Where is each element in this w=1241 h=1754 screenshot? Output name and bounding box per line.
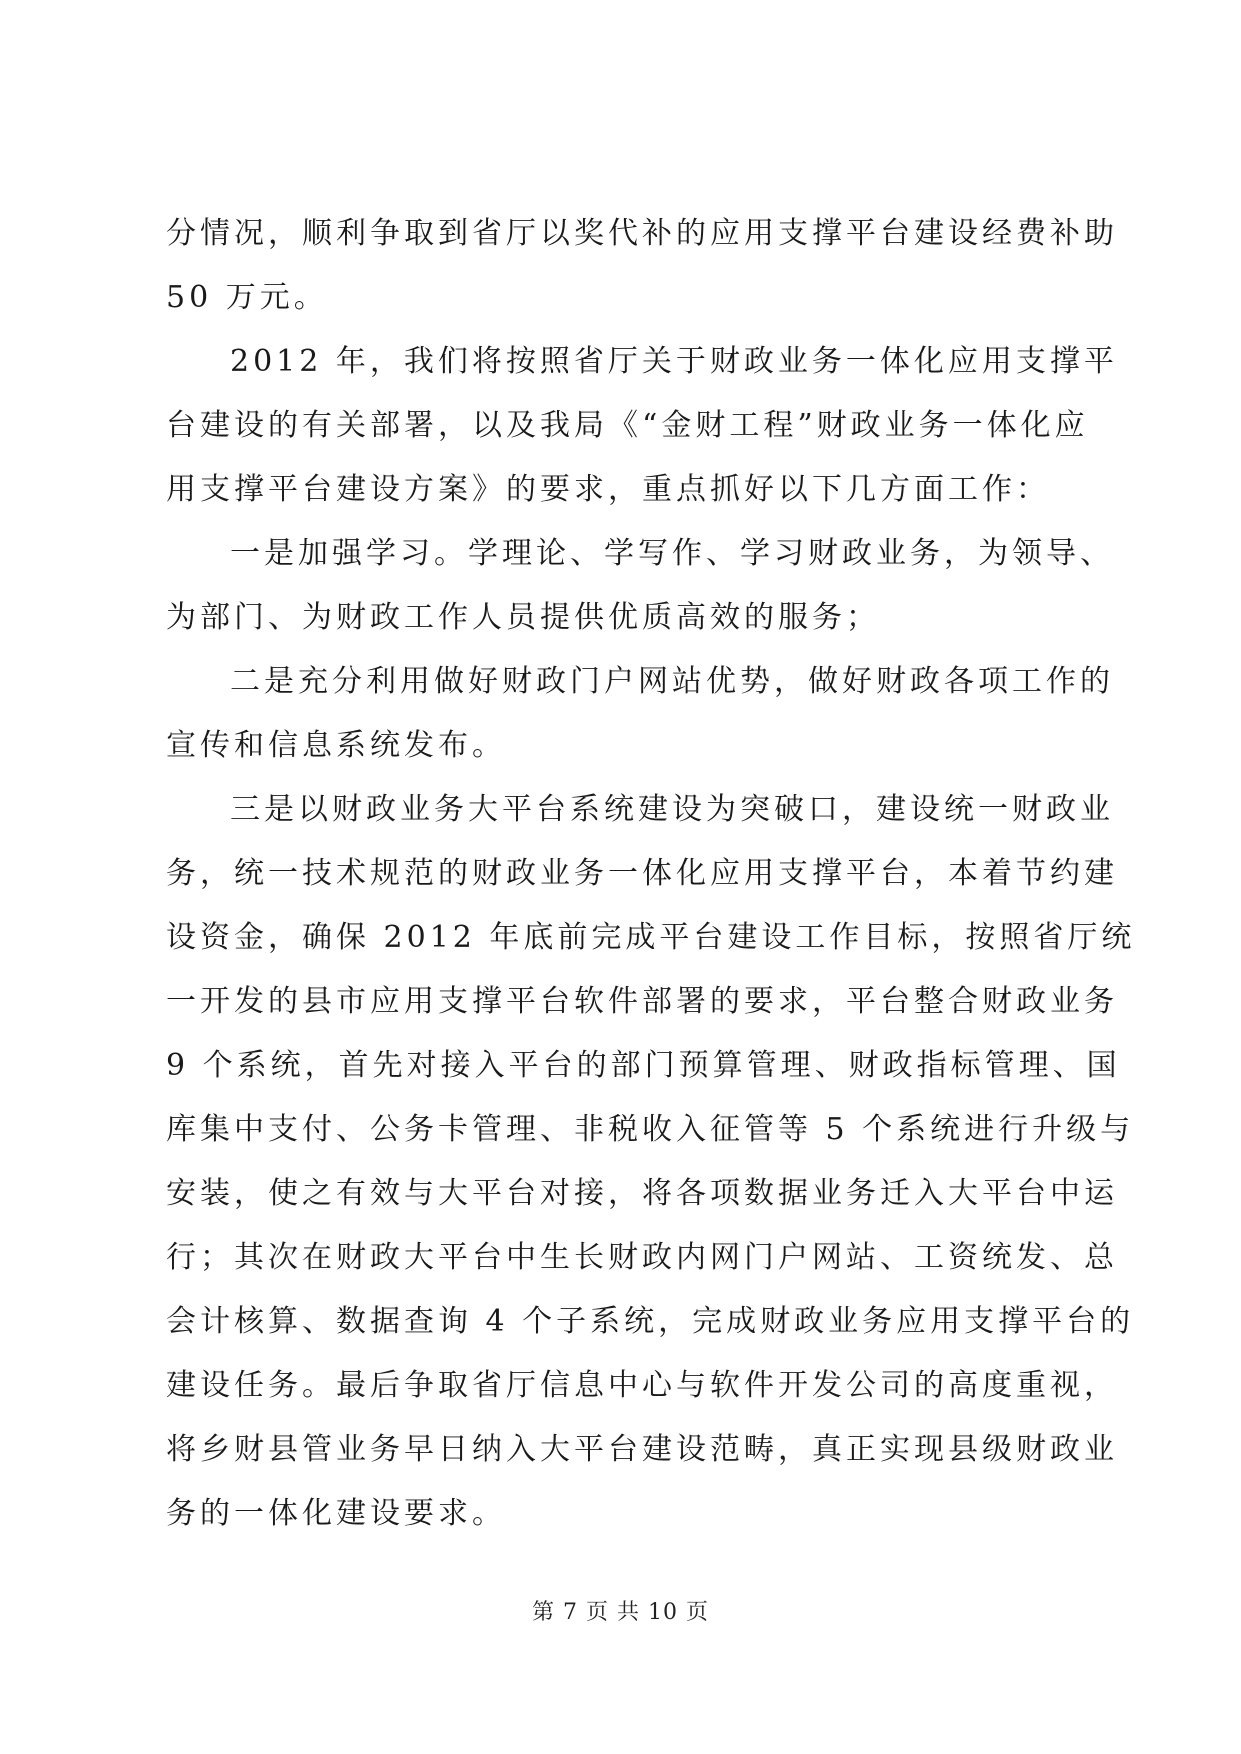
text-line: 三是以财政业务大平台系统建设为突破口，建设统一财政业 (230, 792, 1114, 827)
text-line: 一是加强学习。学理论、学写作、学习财政业务，为领导、 (230, 536, 1114, 571)
page-footer: 第 7 页 共 10 页 (532, 1600, 709, 1625)
text-line: 50 万元。 (166, 280, 328, 315)
text-line: 分情况，顺利争取到省厅以奖代补的应用支撑平台建设经费补助 (166, 216, 1118, 251)
text-line: 库集中支付、公务卡管理、非税收入征管等 5 个系统进行升级与 (166, 1112, 1135, 1147)
text-line: 一开发的县市应用支撑平台软件部署的要求，平台整合财政业务 (166, 984, 1118, 1019)
text-line: 行；其次在财政大平台中生长财政内网门户网站、工资统发、总 (166, 1240, 1118, 1275)
text-line: 为部门、为财政工作人员提供优质高效的服务； (166, 600, 880, 635)
text-line: 二是充分利用做好财政门户网站优势，做好财政各项工作的 (230, 664, 1114, 699)
document-body (166, 202, 1136, 1546)
text-line: 建设任务。最后争取省厅信息中心与软件开发公司的高度重视， (166, 1368, 1118, 1403)
text-line: 台建设的有关部署，以及我局《“金财工程”财政业务一体化应 (166, 408, 1089, 443)
text-line: 安装，使之有效与大平台对接，将各项数据业务迁入大平台中运 (166, 1176, 1118, 1211)
text-line: 设资金，确保 2012 年底前完成平台建设工作目标，按照省厅统 (166, 920, 1136, 955)
text-line: 9 个系统，首先对接入平台的部门预算管理、财政指标管理、国 (166, 1048, 1121, 1083)
text-line: 将乡财县管业务早日纳入大平台建设范畴，真正实现县级财政业 (166, 1432, 1118, 1467)
text-line: 务的一体化建设要求。 (166, 1496, 506, 1531)
text-line: 务，统一技术规范的财政业务一体化应用支撑平台，本着节约建 (166, 856, 1118, 891)
text-line: 宣传和信息系统发布。 (166, 728, 506, 763)
text-line: 会计核算、数据查询 4 个子系统，完成财政业务应用支撑平台的 (166, 1304, 1135, 1339)
text-line: 2012 年，我们将按照省厅关于财政业务一体化应用支撑平 (230, 344, 1118, 379)
text-line: 用支撑平台建设方案》的要求，重点抓好以下几方面工作： (166, 472, 1050, 507)
